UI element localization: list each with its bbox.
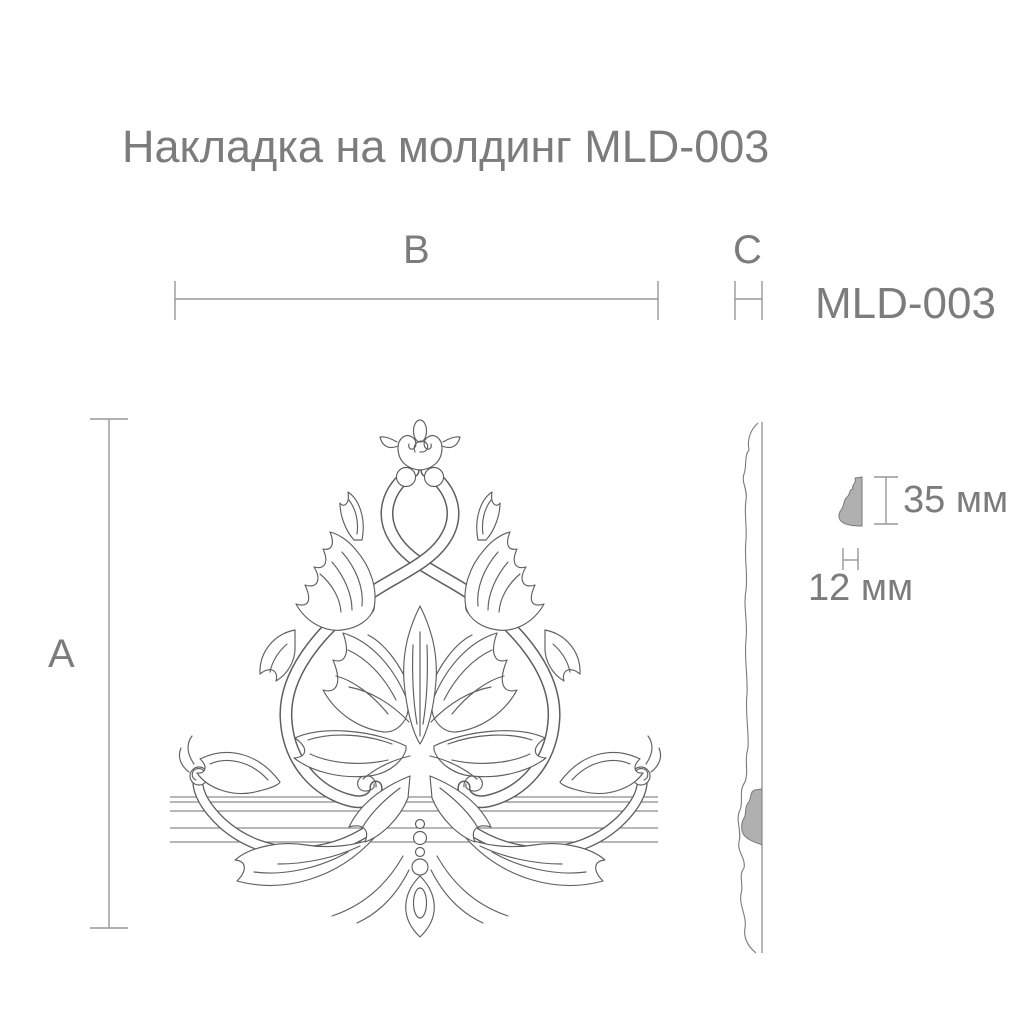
profile-height-value: 35 мм [903,479,1009,521]
dimension-line-b [175,281,658,320]
side-profile-view [738,422,762,953]
dimension-line-a [90,419,128,928]
ornament-finial [380,420,460,487]
ornament-bead-pendant [406,820,435,938]
ornament-front-view [179,420,660,937]
page-title: Накладка на молдинг MLD-003 [122,121,770,172]
cross-section-shape [839,477,862,526]
dimension-line-c [735,281,762,320]
dimension-line-35mm [874,477,898,524]
ornament-center-palmette [404,606,437,744]
product-code-label: MLD-003 [815,279,996,328]
dimension-letter-b: B [403,228,430,272]
profile-depth-value: 12 мм [808,567,914,609]
dimension-letter-c: C [733,228,762,272]
dimension-letter-a: A [48,632,75,676]
side-profile-protrusion [742,789,762,845]
